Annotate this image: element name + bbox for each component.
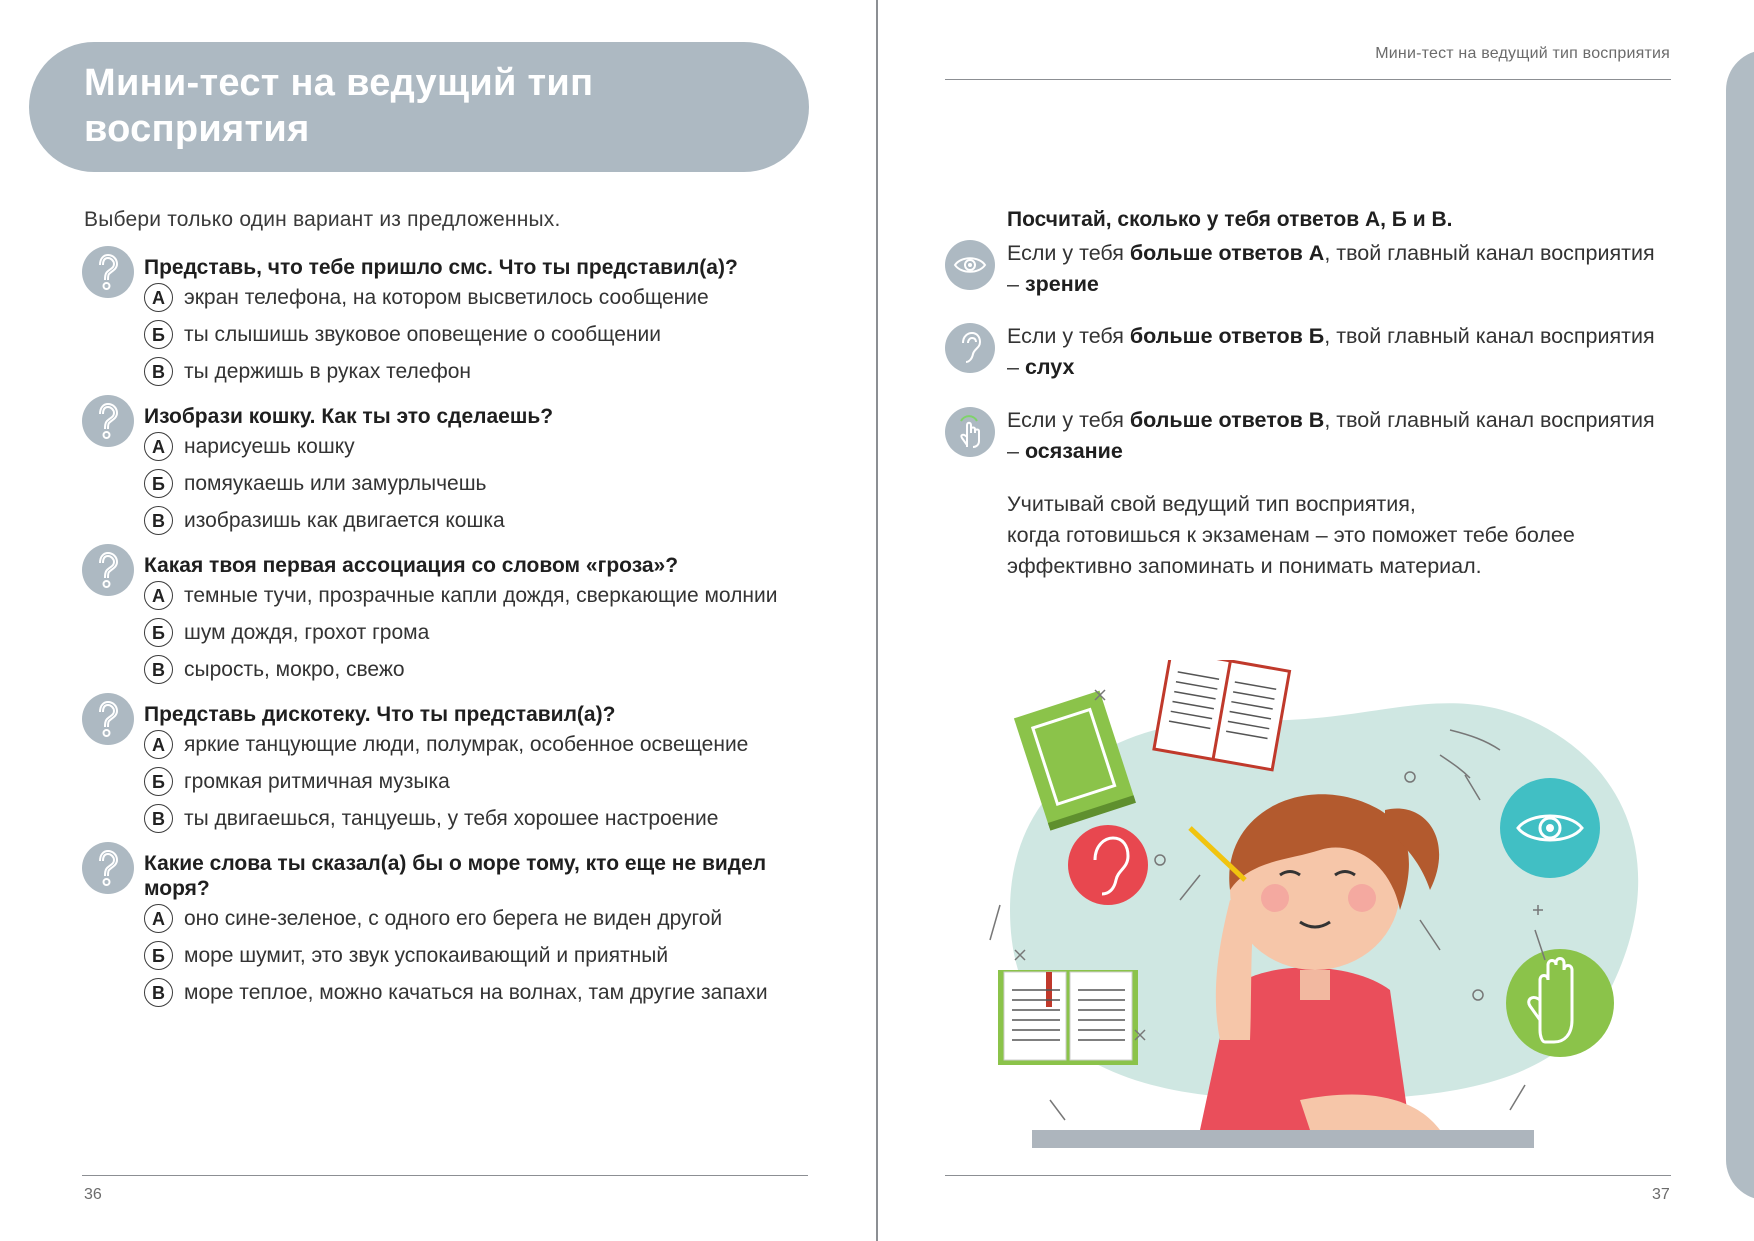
answer-letter-badge: А — [144, 283, 173, 312]
question-text: Изобрази кошку. Как ты это сделаешь? — [144, 405, 554, 428]
answer-option[interactable]: Б ты слышишь звуковое оповещение о сообщении — [144, 321, 812, 347]
answer-option[interactable]: А нарисуешь кошку — [144, 433, 812, 459]
question-5 — [82, 842, 812, 1005]
answer-letter-badge: А — [144, 730, 173, 759]
answer-option[interactable]: А оно сине-зеленое, с одного его берега не виден другой — [144, 905, 812, 931]
answer-letter-badge: А — [144, 904, 173, 933]
answer-option[interactable]: Б море шумит, это звук успокаивающий и приятный — [144, 942, 812, 968]
question-list — [82, 246, 812, 1016]
answer-letter-badge: Б — [144, 941, 173, 970]
answer-option[interactable]: Б шум дождя, грохот грома — [144, 619, 812, 645]
question-text: Представь, что тебе пришло смс. Что ты представил(а)? — [144, 256, 738, 279]
notebook-icon — [1154, 660, 1290, 770]
header-rule-right — [945, 79, 1671, 80]
open-book-icon — [998, 970, 1138, 1065]
answer-option[interactable]: А яркие танцующие люди, полумрак, особенное освещение — [144, 731, 812, 757]
result-heading: Посчитай, сколько у тебя ответов А, Б и В. — [1007, 208, 1453, 231]
hand-circle-icon — [1506, 949, 1614, 1057]
ear-icon — [945, 323, 995, 373]
result-text: Если у тебя больше ответов А, твой главный канал восприятия – зрение — [1007, 241, 1655, 296]
question-4 — [82, 693, 812, 831]
answer-option[interactable]: В изобразишь как двигается кошка — [144, 507, 812, 533]
answer-letter-badge: Б — [144, 320, 173, 349]
answer-letter-badge: А — [144, 432, 173, 461]
result-text: Если у тебя больше ответов В, твой главный канал восприятия – осязание — [1007, 408, 1655, 463]
answer-option[interactable]: В ты держишь в руках телефон — [144, 358, 812, 384]
girl-studying-illustration — [970, 660, 1660, 1155]
answer-letter-badge: Б — [144, 618, 173, 647]
result-touch — [945, 405, 1665, 467]
question-text: Какие слова ты сказал(а) бы о море тому, кто еще не видел моря? — [144, 852, 767, 900]
question-text: Представь дискотеку. Что ты представил(а)? — [144, 703, 616, 726]
answer-letter-badge: В — [144, 804, 173, 833]
next-page-edge — [1726, 50, 1754, 1200]
answer-option[interactable]: А экран телефона, на котором высветилось сообщение — [144, 284, 812, 310]
answer-letter-badge: В — [144, 357, 173, 386]
advice-paragraph: Учитывай свой ведущий тип восприятия, когда готовишься к экзаменам – это поможет тебе более эффективно запоминать и понимать материал. — [1007, 492, 1575, 578]
footer-rule-right — [945, 1175, 1671, 1176]
question-1 — [82, 246, 812, 384]
ear-circle-icon — [1068, 825, 1148, 905]
answer-letter-badge: В — [144, 506, 173, 535]
page-number-right: 37 — [1652, 1186, 1670, 1203]
answer-option[interactable]: В море теплое, можно качаться на волнах, там другие запахи — [144, 979, 812, 1005]
question-2 — [82, 395, 812, 533]
answer-option[interactable]: Б громкая ритмичная музыка — [144, 768, 812, 794]
answer-option[interactable]: А темные тучи, прозрачные капли дождя, сверкающие молнии — [144, 582, 812, 608]
answer-letter-badge: А — [144, 581, 173, 610]
question-mark-icon — [82, 246, 134, 298]
question-mark-icon — [82, 395, 134, 447]
answer-option[interactable]: В сырость, мокро, свежо — [144, 656, 812, 682]
answer-letter-badge: Б — [144, 469, 173, 498]
question-mark-icon — [82, 544, 134, 596]
question-3 — [82, 544, 812, 682]
question-mark-icon — [82, 842, 134, 894]
result-text: Если у тебя больше ответов Б, твой главный канал восприятия – слух — [1007, 324, 1655, 379]
instructions: Выбери только один вариант из предложенных. — [84, 208, 561, 231]
running-header: Мини-тест на ведущий тип восприятия — [1375, 45, 1670, 62]
book-spine — [876, 0, 878, 1241]
result-hearing — [945, 321, 1665, 383]
eye-circle-icon — [1500, 778, 1600, 878]
footer-rule-left — [82, 1175, 808, 1176]
result-vision — [945, 238, 1665, 300]
answer-letter-badge: В — [144, 978, 173, 1007]
answer-option[interactable]: Б помяукаешь или замурлычешь — [144, 470, 812, 496]
eye-icon — [945, 240, 995, 290]
title-banner — [29, 42, 809, 172]
desk — [1032, 1130, 1534, 1148]
question-text: Какая твоя первая ассоциация со словом «гроза»? — [144, 554, 679, 577]
question-mark-icon — [82, 693, 134, 745]
page-number-left: 36 — [84, 1186, 102, 1203]
answer-letter-badge: Б — [144, 767, 173, 796]
answer-option[interactable]: В ты двигаешься, танцуешь, у тебя хорошее настроение — [144, 805, 812, 831]
page-title: Мини-тест на ведущий тип восприятия — [84, 62, 594, 150]
answer-letter-badge: В — [144, 655, 173, 684]
hand-touch-icon — [945, 407, 995, 457]
